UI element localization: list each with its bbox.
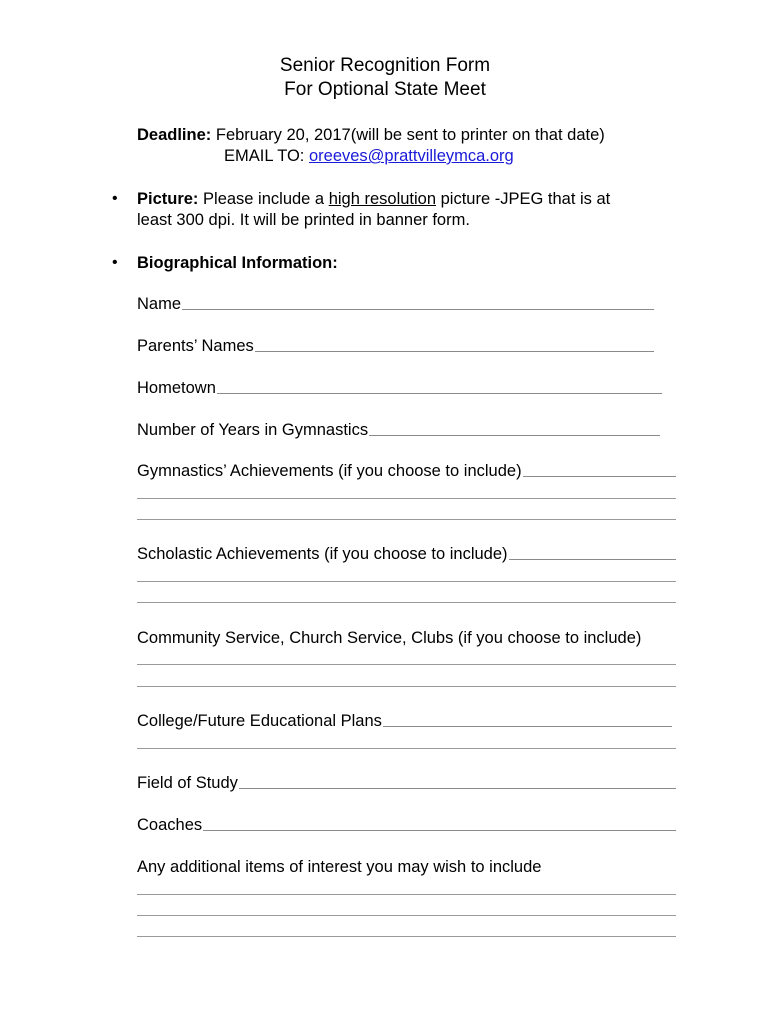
name-label: Name bbox=[137, 295, 182, 313]
community-blank-line[interactable] bbox=[137, 686, 676, 688]
email-label: EMAIL TO: bbox=[224, 147, 309, 165]
scholastic-blank[interactable] bbox=[509, 558, 676, 560]
gym-achievements-blank-line[interactable] bbox=[137, 519, 676, 521]
deadline-line bbox=[137, 124, 605, 146]
parents-field[interactable] bbox=[137, 335, 654, 357]
deadline-text: February 20, 2017(will be sent to printer on that date) bbox=[211, 126, 605, 144]
hometown-field[interactable] bbox=[137, 377, 662, 399]
college-field[interactable] bbox=[137, 710, 672, 732]
years-field[interactable] bbox=[137, 419, 660, 441]
email-link[interactable]: oreeves@prattvilleymca.org bbox=[308, 147, 514, 165]
name-field[interactable] bbox=[137, 293, 654, 315]
additional-blank-line[interactable] bbox=[137, 915, 676, 917]
picture-line-1 bbox=[137, 188, 610, 210]
additional-blank-line[interactable] bbox=[137, 936, 676, 938]
picture-label: Picture: bbox=[137, 190, 199, 208]
years-label: Number of Years in Gymnastics bbox=[137, 421, 369, 439]
scholastic-blank-line[interactable] bbox=[137, 602, 676, 604]
gym-achievements-label: Gymnastics’ Achievements (if you choose to include) bbox=[137, 462, 522, 480]
picture-text-after: picture -JPEG that is at bbox=[436, 190, 611, 208]
scholastic-blank-line[interactable] bbox=[137, 581, 676, 583]
college-blank-line[interactable] bbox=[137, 748, 676, 750]
scholastic-field[interactable] bbox=[137, 543, 676, 565]
coaches-blank[interactable] bbox=[203, 829, 676, 831]
gym-achievements-blank-line[interactable] bbox=[137, 498, 676, 500]
name-blank[interactable] bbox=[182, 308, 654, 310]
additional-label: Any additional items of interest you may wish to include bbox=[137, 858, 542, 876]
bullet-icon: • bbox=[112, 190, 118, 207]
hometown-label: Hometown bbox=[137, 379, 216, 397]
field-of-study-label: Field of Study bbox=[137, 774, 238, 792]
community-blank-line[interactable] bbox=[137, 664, 676, 666]
community-label: Community Service, Church Service, Clubs (if you choose to include) bbox=[137, 629, 642, 647]
field-of-study-field[interactable] bbox=[137, 772, 676, 794]
college-label: College/Future Educational Plans bbox=[137, 712, 382, 730]
additional-blank-line[interactable] bbox=[137, 894, 676, 896]
picture-underlined-text: high resolution bbox=[328, 190, 437, 208]
gym-achievements-field[interactable] bbox=[137, 460, 676, 482]
hometown-blank[interactable] bbox=[217, 392, 662, 394]
college-blank[interactable] bbox=[383, 725, 672, 727]
coaches-field[interactable] bbox=[137, 814, 676, 836]
picture-text-before: Please include a bbox=[198, 190, 329, 208]
scholastic-label: Scholastic Achievements (if you choose to include) bbox=[137, 545, 508, 563]
bio-heading: Biographical Information: bbox=[137, 254, 338, 272]
coaches-label: Coaches bbox=[137, 816, 203, 834]
picture-line-2: least 300 dpi. It will be printed in banner form. bbox=[137, 211, 470, 229]
email-line bbox=[224, 145, 514, 167]
form-subtitle: For Optional State Meet bbox=[284, 79, 486, 100]
gym-achievements-blank[interactable] bbox=[523, 475, 676, 477]
parents-blank[interactable] bbox=[255, 350, 654, 352]
form-title: Senior Recognition Form bbox=[279, 55, 491, 76]
bullet-icon: • bbox=[112, 254, 118, 271]
deadline-label: Deadline: bbox=[137, 126, 212, 144]
field-of-study-blank[interactable] bbox=[239, 787, 676, 789]
parents-label: Parents’ Names bbox=[137, 337, 254, 355]
years-blank[interactable] bbox=[369, 434, 660, 436]
